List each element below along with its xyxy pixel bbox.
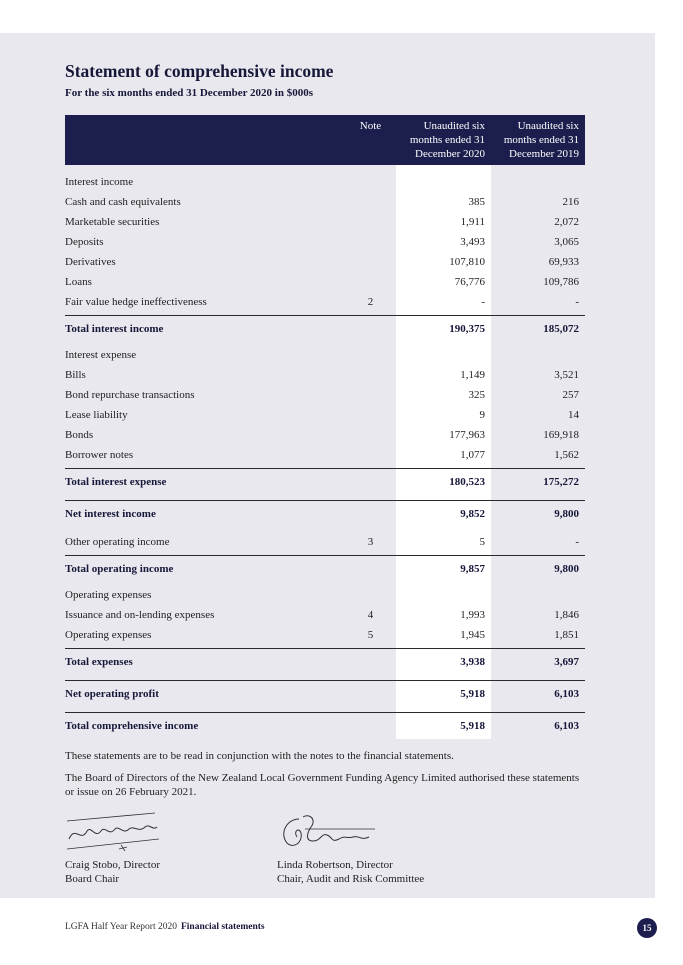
header-prior-line1: Unaudited six	[517, 120, 579, 132]
row-label: Borrower notes	[65, 449, 134, 461]
row-note: 5	[367, 629, 374, 641]
row-label: Operating expenses	[65, 629, 152, 641]
page-footer	[65, 922, 265, 932]
table-row	[65, 232, 585, 252]
row-current: 107,810	[449, 256, 485, 268]
row-prior: 3,697	[554, 656, 579, 668]
row-label: Interest expense	[65, 349, 137, 361]
table-row	[65, 192, 585, 212]
table-header	[65, 115, 585, 165]
signatory-name: Linda Robertson, Director	[277, 859, 393, 871]
signatory-left	[65, 809, 265, 886]
row-prior: 216	[562, 196, 579, 208]
signatory-title: Chair, Audit and Risk Committee	[277, 873, 425, 885]
row-current: -	[481, 296, 485, 308]
table-row	[65, 272, 585, 292]
row-prior: 1,846	[554, 609, 579, 621]
table-row	[65, 345, 585, 365]
row-current: 1,077	[460, 449, 485, 461]
row-label: Loans	[65, 276, 92, 288]
row-label: Marketable securities	[65, 216, 160, 228]
row-label: Lease liability	[65, 409, 128, 421]
total-row	[65, 680, 585, 707]
row-label: Derivatives	[65, 256, 116, 268]
authorisation-note: The Board of Directors of the New Zealand Local Government Funding Agency Limited authorised these statements or issue on 26 February 2021.	[65, 772, 580, 798]
row-prior: -	[575, 536, 579, 548]
row-current: 1,993	[460, 609, 485, 621]
row-current: 9,857	[460, 563, 485, 575]
header-prior-line3: December 2019	[509, 148, 579, 160]
row-label: Interest income	[65, 176, 134, 188]
signatory-name: Craig Stobo, Director	[65, 859, 161, 871]
row-current: 76,776	[454, 276, 485, 288]
total-row	[65, 468, 585, 495]
signatures	[65, 809, 585, 885]
total-row	[65, 555, 585, 582]
row-current: 1,945	[460, 629, 485, 641]
row-current: 325	[468, 389, 485, 401]
row-prior: 185,072	[543, 323, 579, 335]
row-label: Total expenses	[65, 656, 133, 668]
row-prior: 9,800	[554, 508, 579, 520]
table-row	[65, 172, 585, 192]
row-label: Total interest expense	[65, 476, 167, 488]
header-prior-period	[491, 119, 585, 165]
row-prior: 69,933	[548, 256, 579, 268]
row-label: Net operating profit	[65, 688, 159, 700]
row-label: Other operating income	[65, 536, 170, 548]
row-label: Total operating income	[65, 563, 174, 575]
header-label	[65, 119, 355, 165]
footer-section: Financial statements	[180, 922, 265, 932]
table-row	[65, 585, 585, 605]
row-prior: 14	[568, 409, 579, 421]
table-row	[65, 212, 585, 232]
row-prior: 6,103	[554, 720, 579, 732]
total-row	[65, 315, 585, 342]
footer-report-name: LGFA Half Year Report 2020	[65, 922, 177, 932]
page-number: 15	[637, 918, 657, 938]
row-label: Cash and cash equivalents	[65, 196, 181, 208]
row-current: 9,852	[460, 508, 485, 520]
row-label: Deposits	[65, 236, 104, 248]
row-current: 9	[479, 409, 485, 421]
table-row	[65, 532, 585, 552]
header-current-line1: Unaudited six	[423, 120, 485, 132]
table-row	[65, 292, 585, 312]
signatory-right	[277, 809, 477, 886]
row-current: 177,963	[449, 429, 485, 441]
row-current: 180,523	[449, 476, 485, 488]
row-prior: 109,786	[543, 276, 579, 288]
table-row	[65, 365, 585, 385]
signature-robertson-image	[277, 809, 387, 853]
signatory-title: Board Chair	[65, 873, 120, 885]
row-current: 3,493	[460, 236, 485, 248]
row-prior: 9,800	[554, 563, 579, 575]
row-label: Total comprehensive income	[65, 720, 199, 732]
row-prior: 257	[562, 389, 579, 401]
row-current: 3,938	[460, 656, 485, 668]
header-note: Note	[359, 120, 382, 132]
footnote: These statements are to be read in conjunction with the notes to the financial statements.	[65, 750, 454, 762]
header-current-period	[386, 119, 491, 165]
row-prior: 2,072	[554, 216, 579, 228]
row-label: Operating expenses	[65, 589, 152, 601]
row-current: 385	[468, 196, 485, 208]
row-prior: 1,851	[554, 629, 579, 641]
row-current: 5,918	[460, 720, 485, 732]
row-prior: 169,918	[543, 429, 579, 441]
table-row	[65, 625, 585, 645]
table-row	[65, 252, 585, 272]
table-row	[65, 405, 585, 425]
signature-stobo-image	[65, 809, 175, 853]
page-subtitle: For the six months ended 31 December 2020 in $000s	[65, 87, 314, 99]
row-label: Fair value hedge ineffectiveness	[65, 296, 207, 308]
row-label: Bonds	[65, 429, 94, 441]
table-row	[65, 385, 585, 405]
header-current-line3: December 2020	[415, 148, 485, 160]
row-note: 4	[367, 609, 374, 621]
row-prior: 175,272	[543, 476, 579, 488]
total-row	[65, 648, 585, 675]
row-prior: 3,521	[554, 369, 579, 381]
statement-content	[65, 60, 585, 885]
table-row	[65, 445, 585, 465]
row-current: 1,911	[460, 216, 485, 228]
row-current: 190,375	[449, 323, 485, 335]
page-title: Statement of comprehensive income	[65, 61, 334, 81]
table-row	[65, 605, 585, 625]
total-row	[65, 500, 585, 527]
row-prior: -	[575, 296, 579, 308]
row-label: Issuance and on-lending expenses	[65, 609, 215, 621]
row-label: Net interest income	[65, 508, 156, 520]
table-body	[65, 165, 585, 739]
row-label: Total interest income	[65, 323, 164, 335]
row-label: Bills	[65, 369, 86, 381]
row-note: 2	[367, 296, 374, 308]
total-row	[65, 712, 585, 739]
row-current: 5,918	[460, 688, 485, 700]
row-current: 5	[479, 536, 485, 548]
row-current: 1,149	[460, 369, 485, 381]
row-note: 3	[367, 536, 374, 548]
row-prior: 3,065	[554, 236, 579, 248]
income-statement-table	[65, 115, 585, 739]
header-current-line2: months ended 31	[409, 134, 485, 146]
row-label: Bond repurchase transactions	[65, 389, 195, 401]
table-row	[65, 425, 585, 445]
header-prior-line2: months ended 31	[503, 134, 579, 146]
row-prior: 6,103	[554, 688, 579, 700]
row-prior: 1,562	[554, 449, 579, 461]
